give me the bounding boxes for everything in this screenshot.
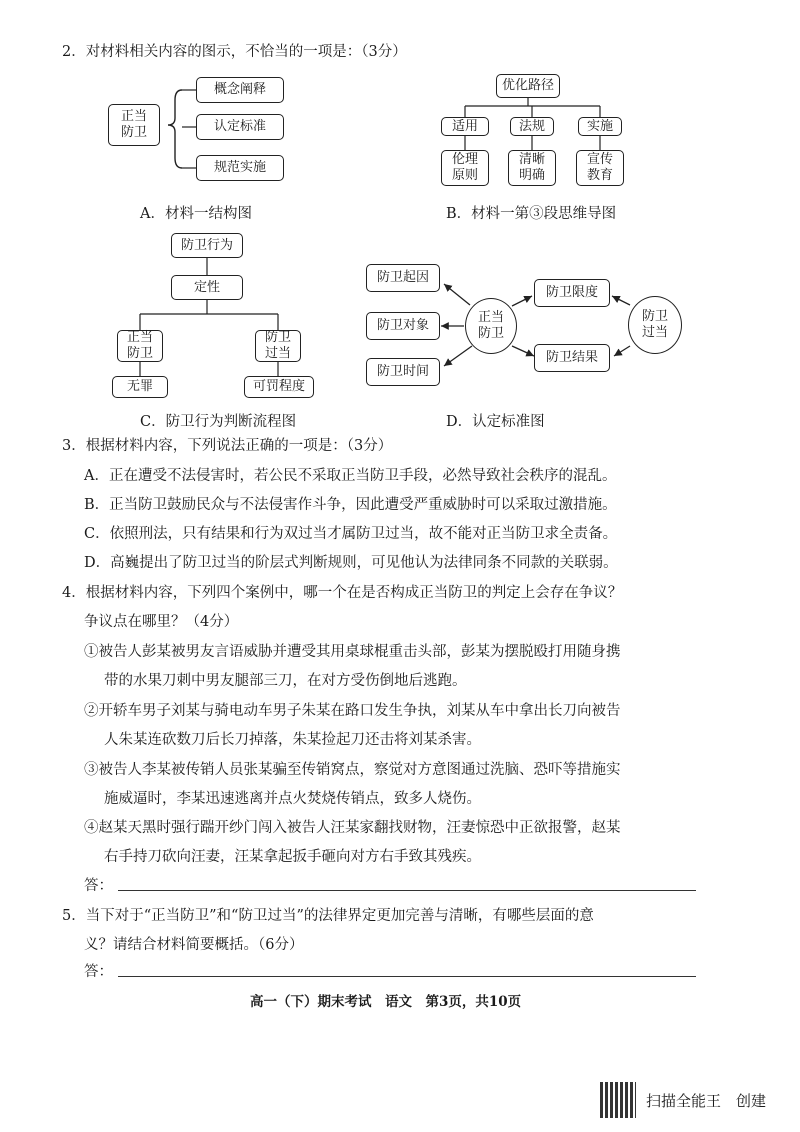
diagram-c-root: 防卫行为: [171, 233, 243, 258]
diagram-c-caption: C．防卫行为判断流程图: [140, 414, 297, 430]
q3-stem: 3．根据材料内容，下列说法正确的一项是：（3分）: [62, 438, 393, 454]
diagram-d-left-2: 防卫对象: [366, 312, 440, 340]
diagram-c-leaf-2: 可罚程度: [244, 376, 314, 398]
diagram-c-leaf-1: 无罪: [112, 376, 168, 398]
diagram-a-root: 正当 防卫: [108, 104, 160, 146]
q4-case-4-line1: ④赵某天黑时强行踹开纱门闯入被告人汪某家翻找财物，汪妻惊恐中正欲报警，赵某: [84, 820, 621, 836]
q5-stem-line2: 义？请结合材料简要概括。（6分）: [84, 937, 304, 953]
q3-option-c: C．依照刑法，只有结果和行为双过当才属防卫过当，故不能对正当防卫求全责备。: [84, 526, 618, 542]
diagram-b-root: 优化路径: [496, 74, 560, 98]
diagram-b-caption: B．材料一第③段思维导图: [446, 206, 617, 222]
q3-option-b: B．正当防卫鼓励民众与不法侵害作斗争，因此遭受严重威胁时可以采取过激措施。: [84, 497, 617, 513]
q4-case-4-line2: 右手持刀砍向汪妻，汪某拿起扳手砸向对方右手致其残疾。: [104, 849, 481, 865]
qr-code-icon: [600, 1082, 636, 1118]
diagram-b-l1-2: 法规: [510, 117, 554, 136]
diagram-d-center-left: 正当 防卫: [465, 298, 517, 354]
q4-answer-line[interactable]: [118, 890, 696, 891]
diagram-b-l1-3: 实施: [578, 117, 622, 136]
q4-case-1-line1: ①被告人彭某被男友言语威胁并遭受其用桌球棍重击头部，彭某为摆脱殴打用随身携: [84, 644, 621, 660]
q4-case-1-line2: 带的水果刀刺中男友腿部三刀，在对方受伤倒地后逃跑。: [104, 673, 467, 689]
q2-stem: 2．对材料相关内容的图示，不恰当的一项是：（3分）: [62, 44, 407, 60]
diagram-c-branch-2: 防卫 过当: [255, 330, 301, 362]
q4-case-3-line2: 施威逼时，李某迅速逃离并点火焚烧传销点，致多人烧伤。: [104, 791, 481, 807]
diagram-d-caption: D．认定标准图: [446, 414, 545, 430]
diagram-d-left-1: 防卫起因: [366, 264, 440, 292]
diagram-a-caption: A．材料一结构图: [140, 206, 252, 222]
q4-answer-label: 答：: [84, 878, 113, 894]
diagram-b-l1-1: 适用: [441, 117, 489, 136]
q4-case-2-line1: ②开轿车男子刘某与骑电动车男子朱某在路口发生争执，刘某从车中拿出长刀向被告: [84, 703, 621, 719]
diagram-c-branch-1: 正当 防卫: [117, 330, 163, 362]
page-footer: 高一（下）期末考试 语文 第3页，共10页: [250, 994, 522, 1010]
q3-option-a: A．正在遭受不法侵害时，若公民不采取正当防卫手段，必然导致社会秩序的混乱。: [84, 468, 617, 484]
q4-stem-line2: 争议点在哪里？（4分）: [84, 614, 239, 630]
diagram-b-l2-3: 宣传 教育: [576, 150, 624, 186]
diagram-a-item-1: 概念阐释: [196, 77, 284, 103]
diagram-d-right-2: 防卫结果: [534, 344, 610, 372]
diagram-a-item-3: 规范实施: [196, 155, 284, 181]
diagram-a-item-2: 认定标准: [196, 114, 284, 140]
diagram-b-l2-2: 清晰 明确: [508, 150, 556, 186]
q5-answer-line[interactable]: [118, 976, 696, 977]
q4-case-2-line2: 人朱某连砍数刀后长刀掉落，朱某捡起刀还击将刘某杀害。: [104, 732, 481, 748]
diagram-d-left-3: 防卫时间: [366, 358, 440, 386]
q3-option-d: D．高巍提出了防卫过当的阶层式判断规则，可见他认为法律同条不同款的关联弱。: [84, 555, 618, 571]
diagram-b-l2-1: 伦理 原则: [441, 150, 489, 186]
scanner-watermark: 扫描全能王 创建: [646, 1092, 767, 1110]
diagram-d-center-right: 防卫 过当: [628, 296, 682, 354]
q4-case-3-line1: ③被告人李某被传销人员张某骗至传销窝点，察觉对方意图通过洗脑、恐吓等措施实: [84, 762, 621, 778]
q4-stem-line1: 4．根据材料内容，下列四个案例中，哪一个在是否构成正当防卫的判定上会存在争议？: [62, 585, 623, 601]
q5-stem-line1: 5．当下对于“正当防卫”和“防卫过当”的法律界定更加完善与清晰，有哪些层面的意: [62, 908, 594, 924]
q5-answer-label: 答：: [84, 964, 113, 980]
diagram-c-mid: 定性: [171, 275, 243, 300]
diagram-d-right-1: 防卫限度: [534, 279, 610, 307]
